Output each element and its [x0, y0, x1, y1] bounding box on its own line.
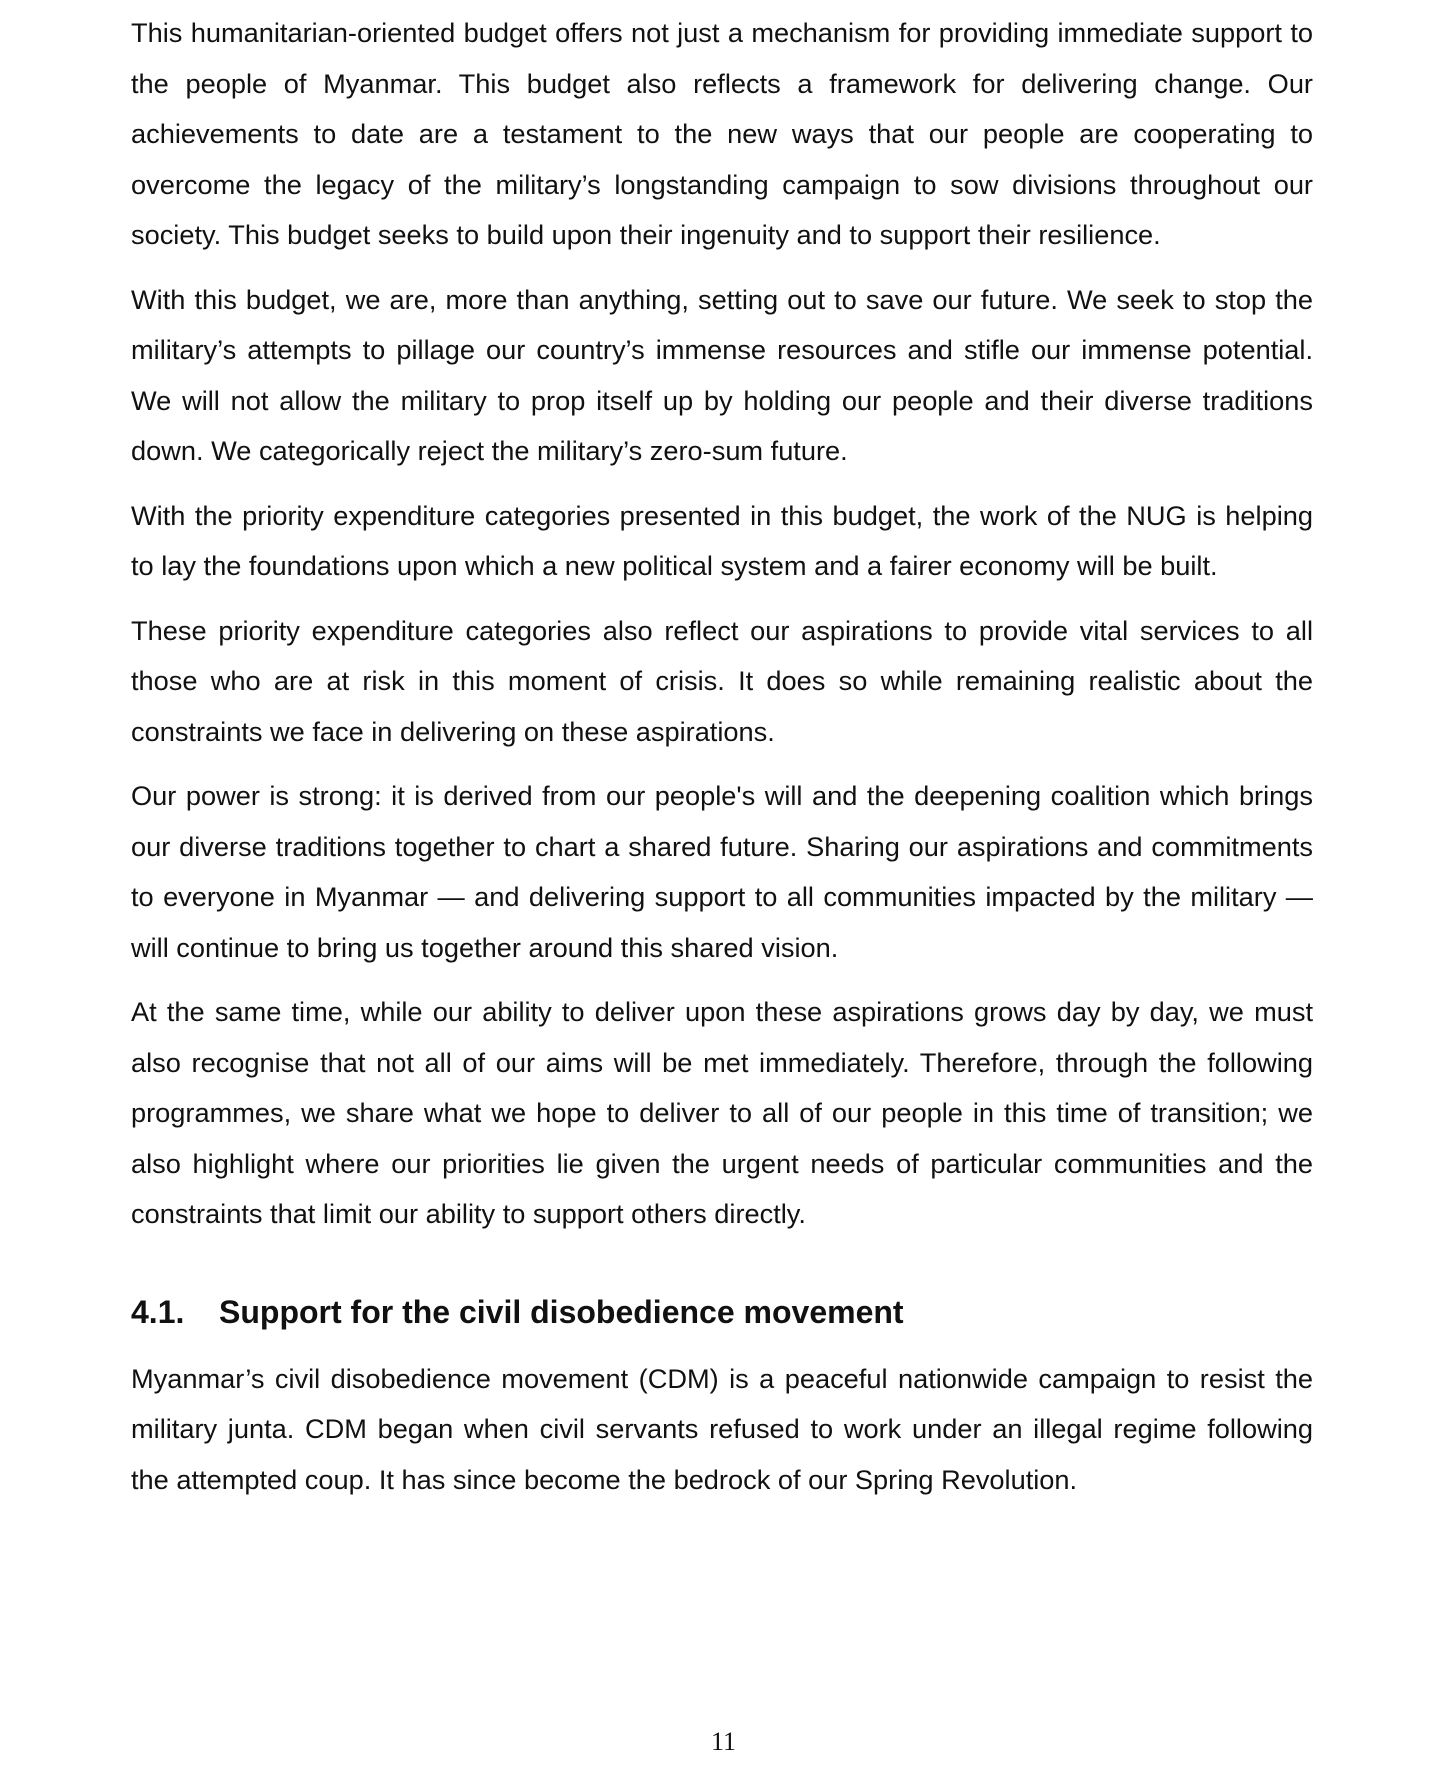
paragraph-priority-expenditure: With the priority expenditure categories presented in this budget, the work of the NUG is helping to lay the foundations upon which a new political system and a fairer economy will be built.	[131, 499, 1313, 581]
paragraph-cdm: Myanmar’s civil disobedience movement (CDM) is a peaceful nationwide campaign to resist the military junta. CDM began when civil servants refused to work under an illegal regime following the attempted coup. It has since become the bedrock of our Spring Revolution.	[131, 1362, 1313, 1495]
paragraph-our-power: Our power is strong: it is derived from our people's will and the deepening coalition which brings our diverse traditions together to chart a shared future. Sharing our aspirations and commitments to everyone in Myanmar — and delivering support to all communities impacted by the military — will continue to bring us together around this shared vision.	[131, 780, 1313, 963]
paragraph-save-our-future: With this budget, we are, more than anything, setting out to save our future. We seek to stop the military’s attempts to pillage our country’s immense resources and stifle our immense potential. We will not allow the military to prop itself up by holding our people and their diverse traditions down. We categorically reject the military’s zero-sum future.	[131, 283, 1313, 466]
section-number: 4.1.	[131, 1293, 185, 1330]
paragraph-aspirations: These priority expenditure categories also reflect our aspirations to provide vital services to all those who are at risk in this moment of crisis. It does so while remaining realistic about the constraints we face in delivering on these aspirations.	[131, 614, 1313, 747]
paragraph-budget-framework: This humanitarian-oriented budget offers not just a mechanism for providing immediate support to the people of Myanmar. This budget also reflects a framework for delivering change. Our achievements to date are a testament to the new ways that our people are cooperating to overcome the legacy of the military’s longstanding campaign to sow divisions throughout our society. This budget seeks to build upon their ingenuity and to support their resilience.	[131, 17, 1313, 250]
section-heading	[131, 1292, 1313, 1332]
section-title: Support for the civil disobedience movement	[219, 1293, 904, 1330]
document-page	[131, 8, 1313, 1519]
paragraph-same-time: At the same time, while our ability to deliver upon these aspirations grows day by day, we must also recognise that not all of our aims will be met immediately. Therefore, through the following programmes, we share what we hope to deliver to all of our people in this time of transition; we also highlight where our priorities lie given the urgent needs of particular communities and the constraints that limit our ability to support others directly.	[131, 996, 1313, 1229]
page-number: 11	[710, 1727, 737, 1756]
